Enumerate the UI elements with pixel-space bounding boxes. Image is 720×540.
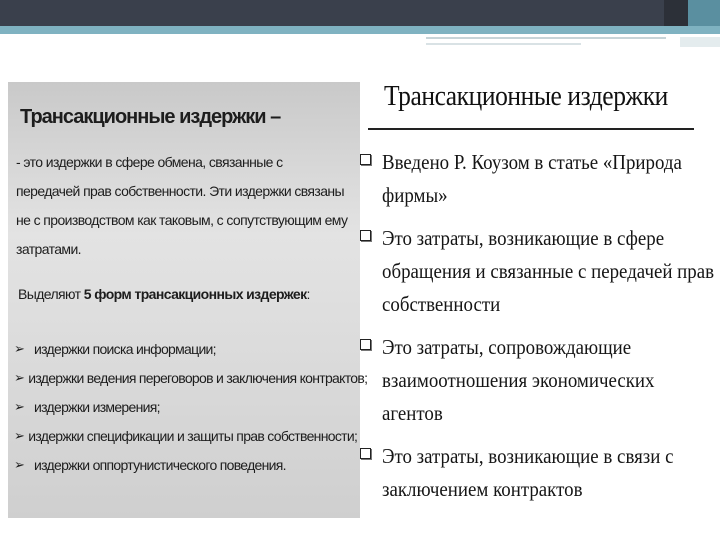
list-item: ➢ издержки ведения переговоров и заключения контрактов; (14, 369, 368, 386)
header-accent (688, 0, 720, 26)
bullet-list (360, 146, 715, 516)
square-icon (360, 230, 371, 241)
list-item: ➢ издержки оппортунистического поведения. (14, 456, 286, 473)
header-accent-line (0, 26, 720, 34)
decor-line (426, 37, 666, 39)
decor-line (426, 43, 581, 45)
bullet-item: Это затраты, возникающие в связи с заключением контрактов (360, 440, 710, 506)
forms-intro: Выделяют 5 форм трансакционных издержек: (18, 286, 310, 302)
scanned-definition-panel (8, 82, 368, 518)
slide-title: Трансакционные издержки (384, 80, 668, 112)
forms-list (14, 334, 368, 479)
header-accent-dark (664, 0, 688, 26)
decor-line (680, 37, 720, 47)
title-underline (368, 128, 694, 130)
bullet-item: Введено Р. Коузом в статье «Природа фирмы» (360, 146, 710, 212)
list-item: ➢ издержки поиска информации; (14, 340, 216, 357)
bullet-item: Это затраты, сопровождающие взаимоотношения экономических агентов (360, 331, 710, 430)
arrow-icon: ➢ (14, 398, 25, 414)
arrow-icon: ➢ (14, 456, 25, 472)
panel-title: Трансакционные издержки – (20, 106, 281, 128)
square-icon (360, 448, 371, 459)
definition-text: - это издержки в сфере обмена, связанные с передачей прав собственности. Эти издержки связаны не с производством как таковым, с сопутствующим ему затратами. (16, 154, 348, 257)
arrow-icon: ➢ (14, 427, 25, 443)
list-item: ➢ издержки измерения; (14, 398, 160, 415)
arrow-icon: ➢ (14, 369, 25, 385)
header-band (0, 0, 720, 26)
square-icon (360, 154, 371, 165)
arrow-icon: ➢ (14, 340, 25, 356)
list-item: ➢ издержки спецификации и защиты прав собственности; (14, 427, 358, 444)
square-icon (360, 339, 371, 350)
bullet-item: Это затраты, возникающие в сфере обращения и связанные с передачей прав собственности (360, 222, 710, 321)
